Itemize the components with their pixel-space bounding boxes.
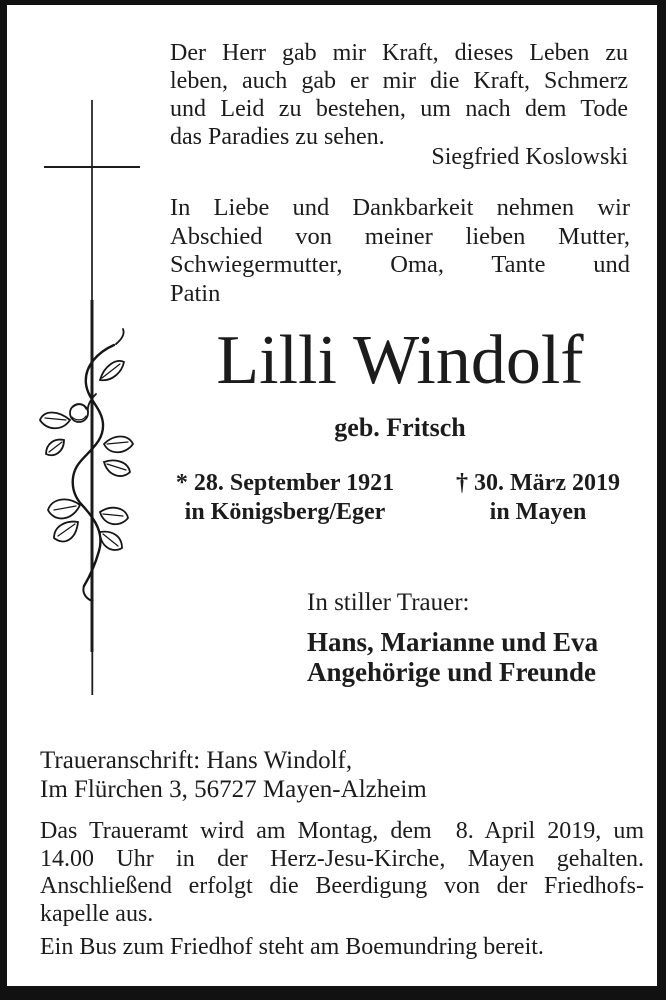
mourning-label: In stiller Trauer: xyxy=(307,589,470,616)
birth-date: * 28. September 1921 xyxy=(175,470,395,496)
address-line: Traueranschrift: Hans Windolf, xyxy=(40,747,353,774)
memorial-artwork xyxy=(0,0,170,720)
mourner-line: Angehörige und Freunde xyxy=(307,656,597,687)
quote-line: das Paradies zu sehen. xyxy=(170,124,385,150)
service-block xyxy=(40,818,644,928)
birth-info xyxy=(160,469,410,527)
death-date: † 30. März 2019 xyxy=(456,470,620,496)
intro-line: Abschied von meiner lieben Mutter, xyxy=(170,222,630,250)
intro-block xyxy=(170,194,630,308)
service-line: kapelle aus. xyxy=(40,900,154,927)
quote-line: leben, auch gab er mir die Kraft, Schmerz xyxy=(170,68,628,94)
maiden-name: geb. Fritsch xyxy=(334,413,466,442)
service-line: Das Traueramt wird am Montag, dem 8. April 2019, um xyxy=(40,818,644,844)
quote-attribution: Siegfried Koslowski xyxy=(431,144,628,170)
death-place: in Mayen xyxy=(489,499,587,525)
bus-note: Ein Bus zum Friedhof steht am Boemundring bereit. xyxy=(40,934,544,960)
intro-line: In Liebe und Dankbarkeit nehmen wir xyxy=(170,194,630,221)
service-line: 14.00 Uhr in der Herz-Jesu-Kirche, Mayen gehalten. xyxy=(40,845,644,872)
rose-branch-icon xyxy=(40,329,133,601)
birth-place: in Königsberg/Eger xyxy=(184,499,386,525)
death-info xyxy=(438,469,638,527)
clipping-frame-right xyxy=(657,0,666,1000)
quote-line: und Leid zu bestehen, um nach dem Tode xyxy=(170,96,628,122)
mourner-line: Hans, Marianne und Eva xyxy=(307,627,599,657)
service-line: Anschließend erfolgt die Beerdigung von der Friedhofs- xyxy=(40,873,644,899)
quote-block xyxy=(170,39,628,151)
intro-line: Schwiegermutter, Oma, Tante und xyxy=(170,251,630,278)
mourners-block xyxy=(307,628,598,687)
address-block xyxy=(40,746,644,804)
intro-line: Patin xyxy=(170,279,221,307)
deceased-name: Lilli Windolf xyxy=(216,322,584,399)
quote-line: Der Herr gab mir Kraft, dieses Leben zu xyxy=(170,40,628,66)
clipping-frame-bottom xyxy=(0,986,666,1000)
address-line: Im Flürchen 3, 56727 Mayen-Alzheim xyxy=(40,776,427,803)
